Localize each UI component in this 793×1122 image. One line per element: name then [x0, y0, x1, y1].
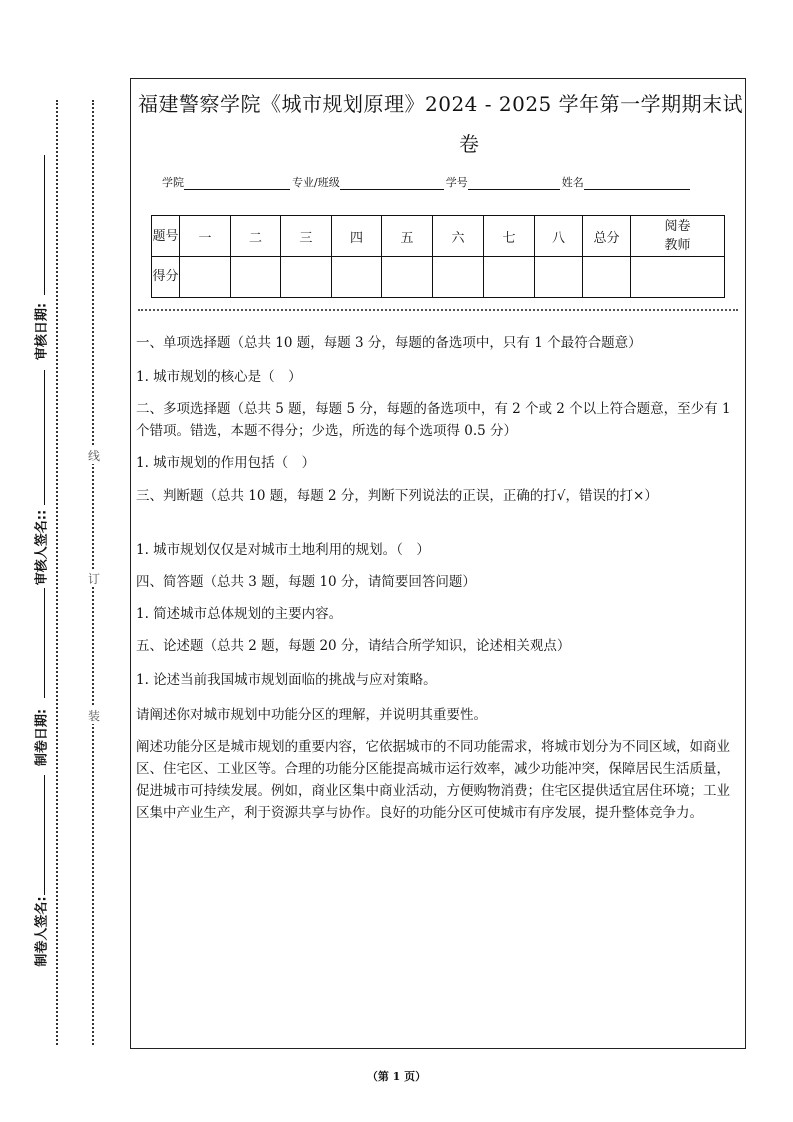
section-4-heading: 四、简答题（总共 3 题，每题 10 分，请简要回答问题）	[136, 574, 476, 590]
student-info	[162, 174, 692, 190]
question-3-1: 1. 城市规划仅仅是对城市土地利用的规划。（ ）	[136, 542, 430, 558]
name-field[interactable]	[584, 177, 690, 190]
grader-cell[interactable]	[631, 257, 725, 298]
score-cell[interactable]	[535, 257, 583, 298]
section-1-heading: 一、单项选择题（总共 10 题，每题 3 分，每题的备选项中，只有 1 个最符合题意）	[136, 335, 642, 351]
student-id-label: 学号	[445, 176, 468, 189]
col-8: 八	[535, 216, 583, 257]
major-field[interactable]	[340, 177, 444, 190]
exam-title: 福建警察学院《城市规划原理》2024 - 2025 学年第一学期期末试	[138, 92, 744, 116]
score-cell[interactable]	[382, 257, 433, 298]
name-label: 姓名	[561, 176, 584, 189]
col-4: 四	[332, 216, 382, 257]
question-5-2: 请阐述你对城市规划中功能分区的理解，并说明其重要性。	[136, 707, 487, 723]
section-5-heading: 五、论述题（总共 2 题，每题 20 分，请结合所学知识，论述相关观点）	[136, 638, 571, 654]
score-cell-total[interactable]	[583, 257, 631, 298]
score-cell[interactable]	[180, 257, 231, 298]
score-cell[interactable]	[484, 257, 535, 298]
question-4-1: 1. 简述城市总体规划的主要内容。	[136, 606, 343, 622]
col-2: 二	[231, 216, 281, 257]
row-label-question: 题号	[152, 216, 180, 257]
answer-paragraph: 阐述功能分区是城市规划的重要内容，它依据城市的不同功能需求，将城市划分为不同区域，如商业区、住宅区、工业区等。合理的功能分区能提高城市运行效率，减少功能冲突，保障居民生活质量，促进城市可持续发展。例如，商业区集中商业活动，方便购物消费；住宅区提供适宜居住环境；工业区集中产业生产，利于资源共享与协作。良好的功能分区可使城市有序发展，提升整体竞争力。	[136, 739, 730, 821]
row-label-score: 得分	[152, 257, 180, 298]
review-date-line	[44, 155, 45, 295]
exam-title-cont: 卷	[459, 132, 479, 156]
maker-sign-line	[44, 775, 45, 895]
col-5: 五	[382, 216, 433, 257]
college-field[interactable]	[184, 177, 290, 190]
question-5-1: 1. 论述当前我国城市规划面临的挑战与应对策略。	[136, 672, 437, 688]
section-2-heading: 二、多项选择题（总共 5 题，每题 5 分，每题的备选项中，有 2 个或 2 个以上符合题意，至少有 1 个错项。错选，本题不得分；少选，所选的每个选项得 0.5 分）	[136, 401, 731, 439]
binding-dotted-line-outer	[56, 100, 58, 1045]
question-1-1: 1. 城市规划的核心是（ ）	[136, 369, 302, 385]
make-date-line	[44, 588, 45, 698]
score-table	[151, 215, 725, 298]
binding-mark-xian: 线	[87, 449, 100, 463]
review-date-label: 审核日期:	[34, 302, 50, 361]
col-6: 六	[433, 216, 484, 257]
col-total: 总分	[583, 216, 631, 257]
score-cell[interactable]	[231, 257, 281, 298]
binding-mark-zhuang: 装	[87, 709, 100, 723]
score-cell[interactable]	[332, 257, 382, 298]
reviewer-sign-label: 审核人签名::	[34, 509, 50, 586]
col-grader: 阅卷教师	[631, 216, 725, 257]
section-3-heading: 三、判断题（总共 10 题，每题 2 分，判断下列说法的正误，正确的打√，错误的打×）	[136, 488, 658, 504]
score-table-score-row	[152, 257, 725, 298]
make-date-label: 制卷日期:	[34, 708, 50, 767]
page-number: （第 1 页）	[366, 1070, 427, 1083]
score-table-header-row	[152, 216, 725, 257]
col-1: 一	[180, 216, 231, 257]
student-id-field[interactable]	[468, 177, 560, 190]
college-label: 学院	[162, 176, 184, 189]
reviewer-sign-line	[44, 370, 45, 505]
question-2-1: 1. 城市规划的作用包括（ ）	[136, 455, 316, 471]
score-cell[interactable]	[281, 257, 332, 298]
major-label: 专业/班级	[292, 176, 340, 189]
col-3: 三	[281, 216, 332, 257]
binding-mark-ding: 订	[87, 572, 100, 586]
header-separator	[138, 309, 738, 311]
maker-sign-label: 制卷人签名:	[34, 896, 50, 967]
score-cell[interactable]	[433, 257, 484, 298]
col-7: 七	[484, 216, 535, 257]
